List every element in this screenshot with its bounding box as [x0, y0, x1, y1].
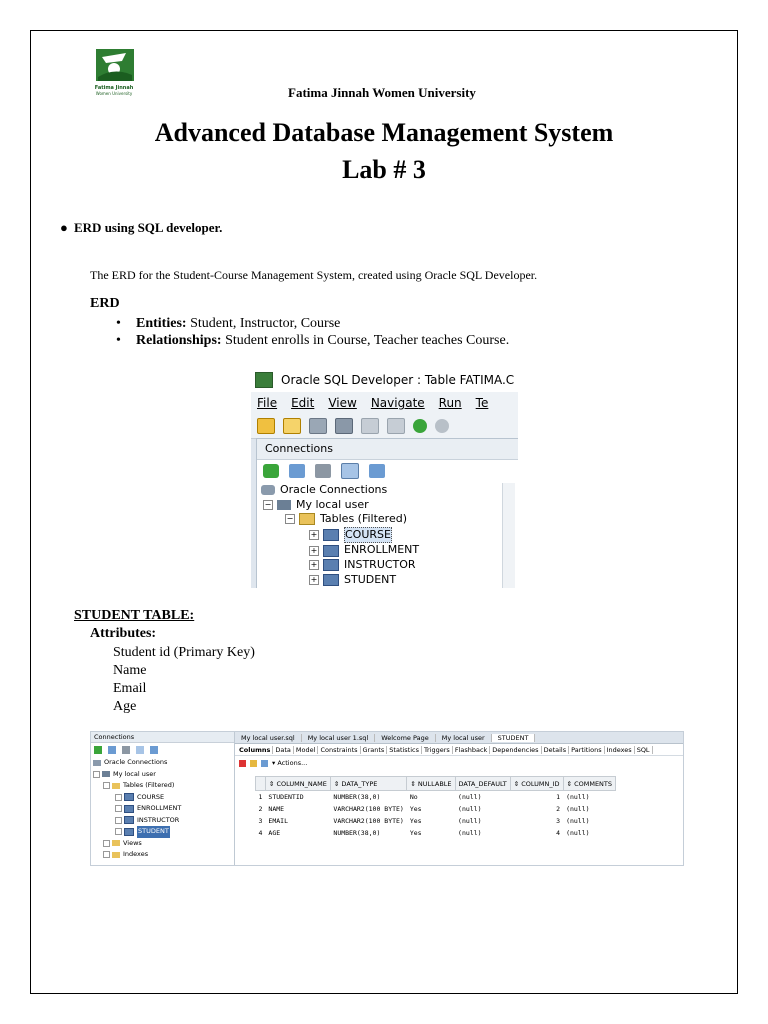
cell: NUMBER(38,0)	[333, 793, 381, 801]
pin-icon[interactable]	[239, 760, 246, 767]
subtab-statistics[interactable]: Statistics	[387, 746, 422, 754]
open-folder-icon[interactable]	[283, 418, 301, 434]
save-icon[interactable]	[309, 418, 327, 434]
collapse-icon[interactable]: −	[264, 499, 272, 509]
database-icon	[93, 760, 101, 766]
erd-description: The ERD for the Student-Course Management System, created using Oracle SQL Developer.	[90, 268, 538, 282]
cell: (null)	[458, 817, 482, 825]
refresh-icon[interactable]	[108, 746, 116, 754]
svg-text:Women University: Women University	[95, 91, 133, 96]
student-table-heading: STUDENT TABLE:	[74, 608, 195, 623]
subtab-flashback[interactable]: Flashback	[453, 746, 490, 754]
attributes-list	[113, 644, 255, 716]
connections-tree	[257, 483, 419, 587]
list-item: Name	[113, 663, 147, 678]
cell: (null)	[566, 805, 590, 813]
column-header[interactable]	[256, 777, 266, 791]
expand-icon[interactable]: +	[310, 560, 318, 570]
folder-icon	[112, 852, 120, 858]
expand-icon[interactable]: +	[310, 574, 318, 584]
cell: 4	[258, 829, 263, 837]
menu-edit[interactable]: Edit	[291, 396, 315, 410]
cell: Yes	[409, 829, 422, 837]
menu-bar	[251, 392, 518, 414]
expand-icon[interactable]	[115, 817, 122, 824]
subtab-grants[interactable]: Grants	[361, 746, 388, 754]
subtab-partitions[interactable]: Partitions	[569, 746, 604, 754]
column-header[interactable]: ⇕ COMMENTS	[563, 777, 615, 791]
cell: STUDENTID	[268, 793, 304, 801]
folder-icon	[112, 783, 120, 789]
filter-icon[interactable]	[315, 464, 331, 478]
redo-icon[interactable]	[387, 418, 405, 434]
tab-my-local-user-sql[interactable]: My local user.sql	[235, 734, 302, 742]
cell: VARCHAR2(100 BYTE)	[333, 805, 404, 813]
import-connections-icon[interactable]	[369, 464, 385, 478]
lab-number: Lab # 3	[342, 155, 426, 184]
editor-area	[235, 732, 683, 865]
schema-browser-icon[interactable]	[136, 746, 144, 754]
connections-tree	[91, 757, 234, 861]
table-icon	[323, 574, 339, 586]
window-title: Oracle SQL Developer : Table FATIMA.C	[281, 373, 515, 387]
table-icon	[124, 816, 134, 824]
tree-scrollbar[interactable]	[502, 483, 515, 588]
svg-text:Fatima Jinnah: Fatima Jinnah	[94, 85, 134, 91]
subtab-indexes[interactable]: Indexes	[605, 746, 635, 754]
table-icon	[323, 559, 339, 571]
list-item: Age	[113, 699, 137, 714]
connections-panel-title: Connections	[257, 439, 518, 460]
attributes-label: Attributes:	[90, 626, 157, 641]
cell: NAME	[268, 805, 285, 813]
tree-item-views[interactable]: Views	[93, 838, 234, 850]
cell: (null)	[566, 817, 590, 825]
list-item: • Relationships: Student enrolls in Course, Teacher teaches Course.	[112, 332, 509, 349]
sql-developer-screenshot	[251, 368, 518, 588]
cell: (null)	[458, 793, 482, 801]
cell: 2	[556, 805, 561, 813]
column-header[interactable]: DATA_DEFAULT	[455, 777, 510, 791]
cell: (null)	[566, 829, 590, 837]
tree-item-instructor[interactable]: INSTRUCTOR	[93, 815, 234, 827]
back-icon[interactable]	[413, 419, 427, 433]
tree-item-tables[interactable]: Tables (Filtered)	[93, 780, 234, 792]
menu-view[interactable]: View	[328, 396, 357, 410]
actions-menu[interactable]: ▾ Actions...	[272, 759, 308, 767]
university-name: Fatima Jinnah Women University	[288, 85, 476, 100]
sql-developer-app-icon	[255, 372, 273, 388]
menu-team[interactable]: Te	[475, 396, 489, 410]
subtab-columns[interactable]: Columns	[237, 746, 273, 754]
table-icon	[124, 828, 134, 836]
university-logo-icon	[92, 47, 144, 99]
tree-item-enrollment[interactable]: ENROLLMENT	[93, 803, 234, 815]
cell: NUMBER(38,0)	[333, 829, 381, 837]
add-connection-icon[interactable]	[94, 746, 102, 754]
expand-icon[interactable]: +	[310, 545, 318, 555]
new-icon[interactable]	[257, 418, 275, 434]
subtab-sql[interactable]: SQL	[635, 746, 653, 754]
table-row[interactable]	[256, 791, 616, 804]
tree-item-student[interactable]: + STUDENT	[310, 572, 397, 586]
cell: No	[409, 793, 418, 801]
menu-file[interactable]: File	[257, 396, 278, 410]
cell: 3	[258, 817, 263, 825]
import-connections-icon[interactable]	[150, 746, 158, 754]
table-icon	[323, 545, 339, 557]
tree-item-oracle-connections[interactable]: Oracle Connections	[257, 483, 419, 498]
refresh-icon[interactable]	[261, 760, 268, 767]
tree-item-instructor[interactable]: + INSTRUCTOR	[310, 557, 416, 571]
erd-list	[112, 315, 509, 349]
filter-icon[interactable]	[122, 746, 130, 754]
subtab-details[interactable]: Details	[542, 746, 570, 754]
student-table-screenshot	[90, 731, 684, 866]
tree-item-student[interactable]: STUDENT	[93, 826, 234, 838]
cell: 1	[556, 793, 561, 801]
object-subtabs	[235, 744, 683, 756]
schema-browser-icon[interactable]	[341, 463, 359, 479]
tab-my-local-user[interactable]: My local user	[436, 734, 492, 742]
main-toolbar	[251, 414, 518, 439]
window-title-bar	[251, 368, 518, 392]
column-header[interactable]: ⇕ COLUMN_ID	[510, 777, 563, 791]
menu-navigate[interactable]: Navigate	[370, 396, 425, 410]
undo-icon[interactable]	[361, 418, 379, 434]
cell: 2	[258, 805, 263, 813]
connections-panel	[91, 732, 235, 865]
collapse-icon[interactable]	[93, 771, 100, 778]
subtab-triggers[interactable]: Triggers	[422, 746, 453, 754]
database-icon	[261, 485, 275, 495]
cell: (null)	[566, 793, 590, 801]
connection-icon	[277, 500, 291, 510]
subtab-data[interactable]: Data	[273, 746, 294, 754]
collapse-icon[interactable]	[103, 782, 110, 789]
connections-toolbar	[91, 743, 234, 757]
tree-item-course[interactable]: COURSE	[93, 792, 234, 804]
table-row[interactable]	[256, 803, 616, 815]
expand-icon[interactable]	[115, 828, 122, 835]
add-connection-icon[interactable]	[263, 464, 279, 478]
cell: VARCHAR2(100 BYTE)	[333, 817, 404, 825]
cell: (null)	[458, 829, 482, 837]
connections-toolbar	[257, 460, 518, 482]
subtab-model[interactable]: Model	[294, 746, 319, 754]
cell: AGE	[268, 829, 281, 837]
expand-icon[interactable]: +	[310, 530, 318, 540]
connections-panel	[256, 438, 518, 588]
tree-item-my-local-user[interactable]: − My local user	[264, 497, 369, 511]
tree-item-indexes[interactable]: Indexes	[93, 849, 234, 861]
tree-item-tables[interactable]: − Tables (Filtered)	[286, 512, 408, 526]
table-icon	[124, 805, 134, 813]
expand-icon[interactable]	[115, 805, 122, 812]
columns-grid	[255, 776, 616, 839]
tab-my-local-user-1-sql[interactable]: My local user 1.sql	[302, 734, 376, 742]
tree-item-enrollment[interactable]: + ENROLLMENT	[310, 543, 420, 557]
table-icon	[323, 529, 339, 541]
cell: 1	[258, 793, 263, 801]
actions-toolbar	[235, 756, 683, 770]
editor-tabs	[235, 732, 683, 744]
subtab-constraints[interactable]: Constraints	[318, 746, 360, 754]
list-item: • Entities: Student, Instructor, Course	[112, 315, 509, 332]
table-row[interactable]	[256, 815, 616, 827]
tree-item-course[interactable]: + COURSE	[257, 527, 419, 544]
expand-icon[interactable]	[103, 851, 110, 858]
tab-welcome-page[interactable]: Welcome Page	[375, 734, 436, 742]
expand-icon[interactable]	[103, 840, 110, 847]
table-row[interactable]	[256, 827, 616, 839]
menu-run[interactable]: Run	[438, 396, 462, 410]
cell: Yes	[409, 805, 422, 813]
section-heading: ● ERD using SQL developer.	[60, 220, 223, 235]
tab-student[interactable]: STUDENT	[492, 734, 536, 742]
column-header[interactable]: ⇕ NULLABLE	[407, 777, 455, 791]
column-header[interactable]: ⇕ DATA_TYPE	[330, 777, 406, 791]
tree-item-oracle-connections[interactable]: Oracle Connections	[93, 757, 234, 769]
forward-icon[interactable]	[435, 419, 449, 433]
cell: 4	[556, 829, 561, 837]
cell: 3	[556, 817, 561, 825]
column-header[interactable]: ⇕ COLUMN_NAME	[265, 777, 330, 791]
connections-panel-title: Connections	[91, 732, 234, 743]
expand-icon[interactable]	[115, 794, 122, 801]
save-all-icon[interactable]	[335, 418, 353, 434]
refresh-icon[interactable]	[289, 464, 305, 478]
list-item: Email	[113, 681, 147, 696]
list-item: Student id (Primary Key)	[113, 645, 255, 660]
collapse-icon[interactable]: −	[286, 514, 294, 524]
erd-label: ERD	[90, 296, 120, 311]
cell: Yes	[409, 817, 422, 825]
edit-icon[interactable]	[250, 760, 257, 767]
connection-icon	[102, 771, 110, 777]
folder-icon	[299, 513, 315, 525]
document-title: Advanced Database Management System	[154, 118, 614, 147]
cell: (null)	[458, 805, 482, 813]
tree-item-my-local-user[interactable]: My local user	[93, 769, 234, 781]
folder-icon	[112, 840, 120, 846]
subtab-dependencies[interactable]: Dependencies	[490, 746, 541, 754]
cell: EMAIL	[268, 817, 288, 825]
table-icon	[124, 793, 134, 801]
